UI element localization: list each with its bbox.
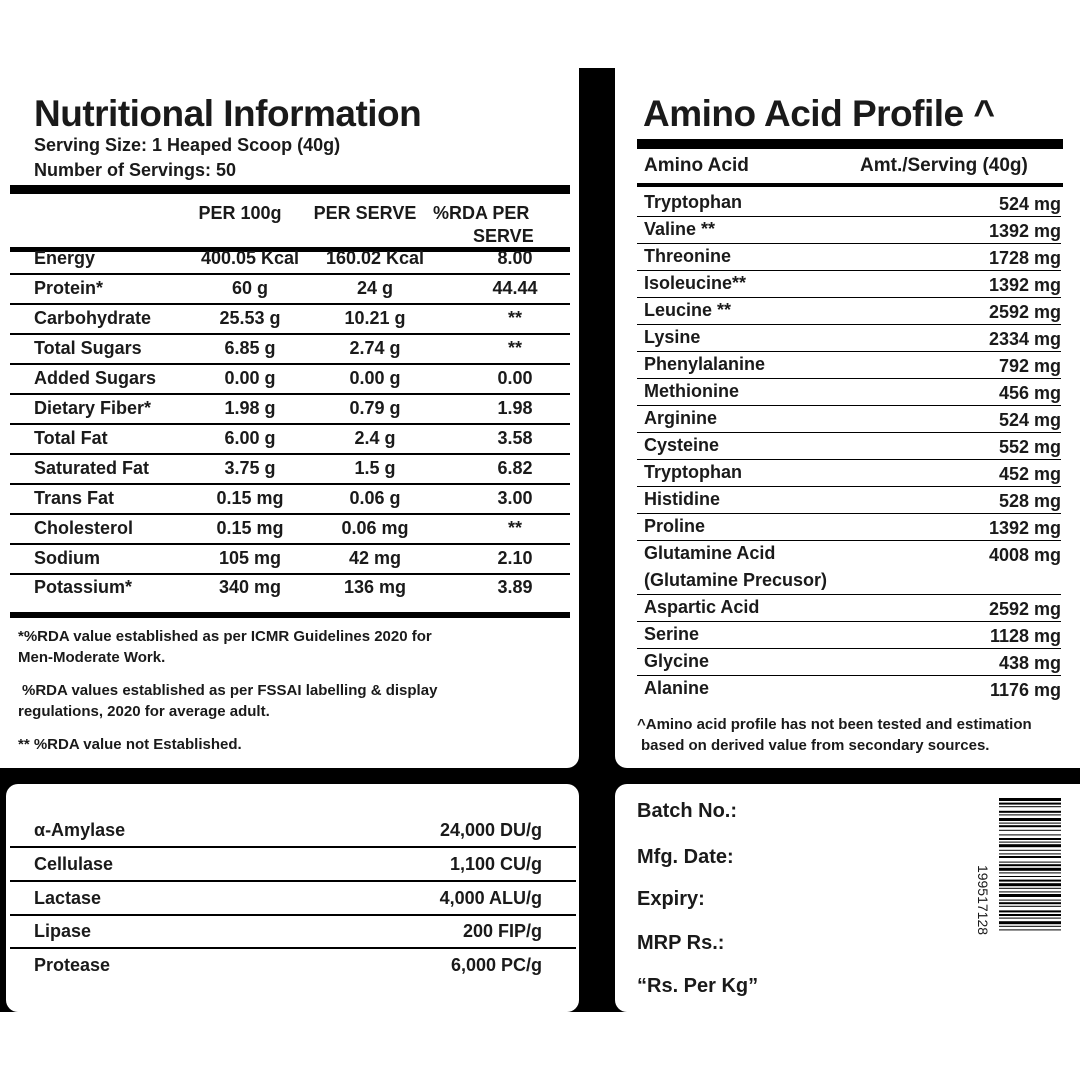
enzyme-name: Lactase bbox=[34, 888, 102, 908]
nutrient-name: Total Sugars bbox=[34, 338, 142, 358]
nutrient-name: Sodium bbox=[34, 548, 100, 568]
barcode-bar bbox=[999, 910, 1061, 912]
amino-row bbox=[637, 595, 1061, 622]
header-per-100g: PER 100g bbox=[198, 203, 282, 223]
value-per-100g: 105 mg bbox=[218, 548, 282, 568]
value-per-serve: 2.4 g bbox=[354, 428, 396, 448]
amino-title-divider bbox=[637, 139, 1063, 149]
barcode-bar bbox=[999, 818, 1061, 821]
nutrient-name: Dietary Fiber* bbox=[34, 398, 152, 418]
amino-name: Alanine bbox=[644, 678, 710, 698]
value-per-serve: 1.5 g bbox=[354, 458, 396, 478]
amino-name: Serine bbox=[644, 624, 700, 644]
header-divider bbox=[10, 185, 570, 194]
barcode-bar bbox=[999, 876, 1061, 877]
nutrient-name: Carbohydrate bbox=[34, 308, 152, 328]
value-per-100g: 0.00 g bbox=[224, 368, 276, 388]
amino-amount: 524 mg bbox=[998, 410, 1061, 430]
amino-name: Cysteine bbox=[644, 435, 720, 455]
value-rda: 0.00 bbox=[497, 368, 533, 388]
amino-name: Phenylalanine bbox=[644, 354, 766, 374]
value-per-serve: 24 g bbox=[356, 278, 394, 298]
amino-row bbox=[637, 514, 1061, 541]
nutrient-name: Total Fat bbox=[34, 428, 108, 448]
amino-row bbox=[637, 298, 1061, 325]
serving-size: Serving Size: 1 Heaped Scoop (40g) bbox=[34, 135, 341, 155]
amino-row bbox=[637, 676, 1061, 703]
amino-header-divider bbox=[637, 183, 1063, 187]
amino-amount: 1176 mg bbox=[989, 680, 1061, 700]
value-per-100g: 0.15 mg bbox=[216, 518, 284, 538]
enzyme-name: α-Amylase bbox=[34, 820, 126, 840]
note-not-established: ** %RDA value not Established. bbox=[18, 736, 242, 753]
amino-name: Tryptophan bbox=[644, 192, 742, 212]
amino-amount: 456 mg bbox=[998, 383, 1061, 403]
barcode-bar bbox=[999, 853, 1061, 854]
nutrition-row bbox=[10, 425, 570, 455]
nutrient-name: Cholesterol bbox=[34, 518, 134, 538]
value-per-serve: 0.06 g bbox=[349, 488, 401, 508]
value-per-serve: 160.02 Kcal bbox=[325, 248, 425, 268]
value-rda: 2.10 bbox=[497, 548, 533, 568]
amino-name: Valine ** bbox=[644, 219, 716, 239]
amino-amount: 1392 mg bbox=[988, 518, 1061, 538]
barcode-bar bbox=[999, 803, 1061, 805]
enzyme-activity: 6,000 PC/g bbox=[450, 955, 542, 975]
amino-row bbox=[637, 487, 1061, 514]
enzyme-activity: 24,000 DU/g bbox=[439, 820, 542, 840]
batch-panel bbox=[615, 784, 1080, 1012]
enzyme-name: Cellulase bbox=[34, 854, 114, 874]
value-rda: 3.00 bbox=[497, 488, 533, 508]
amino-name: Methionine bbox=[644, 381, 739, 401]
nutrition-row bbox=[10, 305, 570, 335]
amino-row bbox=[637, 460, 1061, 487]
amino-name: Leucine ** bbox=[644, 300, 732, 320]
value-per-100g: 1.98 g bbox=[224, 398, 276, 418]
value-per-100g: 3.75 g bbox=[224, 458, 276, 478]
enzyme-name: Lipase bbox=[34, 921, 92, 941]
value-per-100g: 340 mg bbox=[218, 577, 282, 597]
amino-row bbox=[637, 433, 1061, 460]
value-rda: 8.00 bbox=[497, 248, 533, 268]
value-per-100g: 0.15 mg bbox=[216, 488, 284, 508]
amino-col-name: Amino Acid bbox=[644, 155, 749, 176]
barcode-bar bbox=[999, 888, 1061, 889]
amino-name: Tryptophan bbox=[644, 462, 742, 482]
barcode-bar bbox=[999, 891, 1061, 892]
nutrition-row bbox=[10, 365, 570, 395]
amino-row bbox=[637, 649, 1061, 676]
nutrient-name: Added Sugars bbox=[34, 368, 157, 388]
barcode-bar bbox=[999, 814, 1061, 815]
nutrition-row bbox=[10, 574, 570, 604]
value-per-100g: 400.05 Kcal bbox=[200, 248, 300, 268]
barcode-bar bbox=[999, 926, 1061, 927]
header-rda-serve: SERVE bbox=[473, 226, 534, 246]
nutrition-row bbox=[10, 245, 570, 275]
nutrition-row bbox=[10, 335, 570, 365]
value-per-100g: 25.53 g bbox=[219, 308, 281, 328]
barcode-bar bbox=[999, 906, 1061, 907]
amino-name: Glutamine Acid bbox=[644, 543, 776, 563]
nutrient-name: Trans Fat bbox=[34, 488, 115, 508]
value-rda: ** bbox=[507, 518, 522, 538]
mrp-label: MRP Rs.: bbox=[637, 932, 725, 954]
barcode-bar bbox=[999, 862, 1061, 863]
value-per-100g: 6.85 g bbox=[224, 338, 276, 358]
amino-row bbox=[637, 622, 1061, 649]
amino-amount: 792 mg bbox=[998, 356, 1061, 376]
enzyme-activity: 1,100 CU/g bbox=[449, 854, 542, 874]
amino-name: Aspartic Acid bbox=[644, 597, 760, 617]
amino-note-1: ^Amino acid profile has not been tested and estimation bbox=[637, 716, 1032, 733]
amino-amount: 452 mg bbox=[998, 464, 1061, 484]
barcode-bar bbox=[999, 868, 1061, 871]
nutrition-title: Nutritional Information bbox=[34, 93, 422, 134]
amino-amount: 438 mg bbox=[998, 653, 1061, 673]
nutrition-row bbox=[10, 545, 570, 575]
amino-amount: 4008 mg bbox=[988, 545, 1061, 565]
barcode-bar bbox=[999, 918, 1061, 919]
barcode-bar bbox=[999, 811, 1061, 813]
barcode-bar bbox=[999, 929, 1061, 930]
nutrition-row bbox=[10, 485, 570, 515]
value-per-serve: 0.00 g bbox=[349, 368, 401, 388]
barcode-bar bbox=[999, 798, 1061, 801]
nutrient-name: Protein* bbox=[34, 278, 104, 298]
enzyme-row bbox=[10, 848, 576, 882]
amino-name: Histidine bbox=[644, 489, 721, 509]
barcode-icon bbox=[999, 798, 1061, 1004]
enzyme-row bbox=[10, 915, 576, 949]
amino-amount: 1392 mg bbox=[988, 275, 1061, 295]
value-per-serve: 42 mg bbox=[348, 548, 402, 568]
amino-amount: 1392 mg bbox=[988, 221, 1061, 241]
note-icmr: *%RDA value established as per ICMR Guidelines 2020 for bbox=[18, 628, 432, 645]
value-per-serve: 136 mg bbox=[343, 577, 407, 597]
expiry-label: Expiry: bbox=[637, 888, 705, 910]
value-rda: ** bbox=[507, 338, 522, 358]
value-rda: 1.98 bbox=[497, 398, 533, 418]
value-rda: ** bbox=[507, 308, 522, 328]
enzyme-name: Protease bbox=[34, 955, 111, 975]
amino-row bbox=[637, 244, 1061, 271]
amino-note-2: based on derived value from secondary sources. bbox=[641, 737, 990, 754]
amino-row bbox=[637, 541, 1061, 595]
amino-name: Threonine bbox=[644, 246, 732, 266]
amino-name: Isoleucine** bbox=[644, 273, 747, 293]
amino-amount: 552 mg bbox=[998, 437, 1061, 457]
amino-amount: 2334 mg bbox=[988, 329, 1061, 349]
value-per-serve: 0.06 mg bbox=[341, 518, 409, 538]
nutrition-panel bbox=[0, 68, 579, 768]
nutrient-name: Saturated Fat bbox=[34, 458, 150, 478]
nutrition-row bbox=[10, 275, 570, 305]
nutrient-name: Potassium* bbox=[34, 577, 133, 597]
amino-amount: 528 mg bbox=[998, 491, 1061, 511]
amino-row bbox=[637, 190, 1061, 217]
barcode-number: 199517128 bbox=[975, 864, 991, 936]
value-per-serve: 10.21 g bbox=[344, 308, 406, 328]
amino-col-value: Amt./Serving (40g) bbox=[860, 155, 1028, 176]
per-kg-label: “Rs. Per Kg” bbox=[637, 975, 759, 997]
barcode-bar bbox=[999, 834, 1061, 835]
enzyme-activity: 200 FIP/g bbox=[462, 921, 542, 941]
barcode-bar bbox=[999, 838, 1061, 840]
barcode-bar bbox=[999, 872, 1061, 873]
barcode-bar bbox=[999, 825, 1061, 827]
barcode-bar bbox=[999, 902, 1061, 904]
amino-amount: 524 mg bbox=[998, 194, 1061, 214]
batch-no-label: Batch No.: bbox=[637, 800, 737, 822]
nutrition-row bbox=[10, 395, 570, 425]
value-per-serve: 0.79 g bbox=[349, 398, 401, 418]
note-fssai-2: regulations, 2020 for average adult. bbox=[18, 703, 270, 720]
amino-name: Lysine bbox=[644, 327, 701, 347]
value-per-100g: 60 g bbox=[231, 278, 269, 298]
value-rda: 6.82 bbox=[497, 458, 533, 478]
barcode-bar bbox=[999, 880, 1061, 882]
barcode-bar bbox=[999, 850, 1061, 851]
barcode-bar bbox=[999, 914, 1061, 916]
barcode-bar bbox=[999, 856, 1061, 858]
barcode-bar bbox=[999, 864, 1061, 866]
enzyme-activity: 4,000 ALU/g bbox=[439, 888, 542, 908]
amino-panel bbox=[615, 68, 1080, 768]
amino-amount: 1128 mg bbox=[989, 626, 1061, 646]
value-per-serve: 2.74 g bbox=[349, 338, 401, 358]
nutrition-row bbox=[10, 515, 570, 545]
barcode-bar bbox=[999, 900, 1061, 901]
table-bottom-divider bbox=[10, 612, 570, 618]
nutrient-name: Energy bbox=[34, 248, 96, 268]
barcode-bar bbox=[999, 842, 1061, 843]
header-per-serve: PER SERVE bbox=[313, 203, 417, 223]
amino-amount: 2592 mg bbox=[988, 599, 1061, 619]
barcode-bar bbox=[999, 806, 1061, 807]
barcode-bar bbox=[999, 823, 1061, 824]
amino-title: Amino Acid Profile ^ bbox=[643, 93, 995, 134]
barcode-bar bbox=[999, 921, 1061, 924]
amino-row bbox=[637, 325, 1061, 352]
nutrition-row bbox=[10, 455, 570, 485]
amino-name: Glycine bbox=[644, 651, 710, 671]
amino-name: Arginine bbox=[644, 408, 718, 428]
amino-name: Proline bbox=[644, 516, 706, 536]
barcode-bar bbox=[999, 844, 1061, 847]
amino-name-sub: (Glutamine Precusor) bbox=[644, 570, 828, 590]
barcode-bar bbox=[999, 894, 1061, 897]
amino-row bbox=[637, 406, 1061, 433]
value-rda: 3.58 bbox=[497, 428, 533, 448]
note-fssai: %RDA values established as per FSSAI labelling & display bbox=[22, 682, 438, 699]
barcode-number-wrap bbox=[971, 860, 995, 944]
barcode-bar bbox=[999, 830, 1061, 831]
enzyme-row bbox=[10, 814, 576, 848]
amino-row bbox=[637, 379, 1061, 406]
amino-amount: 1728 mg bbox=[988, 248, 1061, 268]
barcode-bar bbox=[999, 883, 1061, 886]
amino-amount: 2592 mg bbox=[988, 302, 1061, 322]
amino-row bbox=[637, 271, 1061, 298]
enzyme-row bbox=[10, 882, 576, 916]
amino-row bbox=[637, 352, 1061, 379]
value-rda: 44.44 bbox=[492, 278, 538, 298]
number-of-servings: Number of Servings: 50 bbox=[34, 160, 237, 180]
enzyme-panel bbox=[6, 784, 579, 1012]
amino-row bbox=[637, 217, 1061, 244]
header-rda: %RDA PER bbox=[433, 203, 530, 223]
mfg-date-label: Mfg. Date: bbox=[637, 846, 734, 868]
note-icmr-2: Men-Moderate Work. bbox=[18, 649, 166, 666]
value-per-100g: 6.00 g bbox=[224, 428, 276, 448]
enzyme-row bbox=[10, 949, 576, 983]
value-rda: 3.89 bbox=[497, 577, 533, 597]
